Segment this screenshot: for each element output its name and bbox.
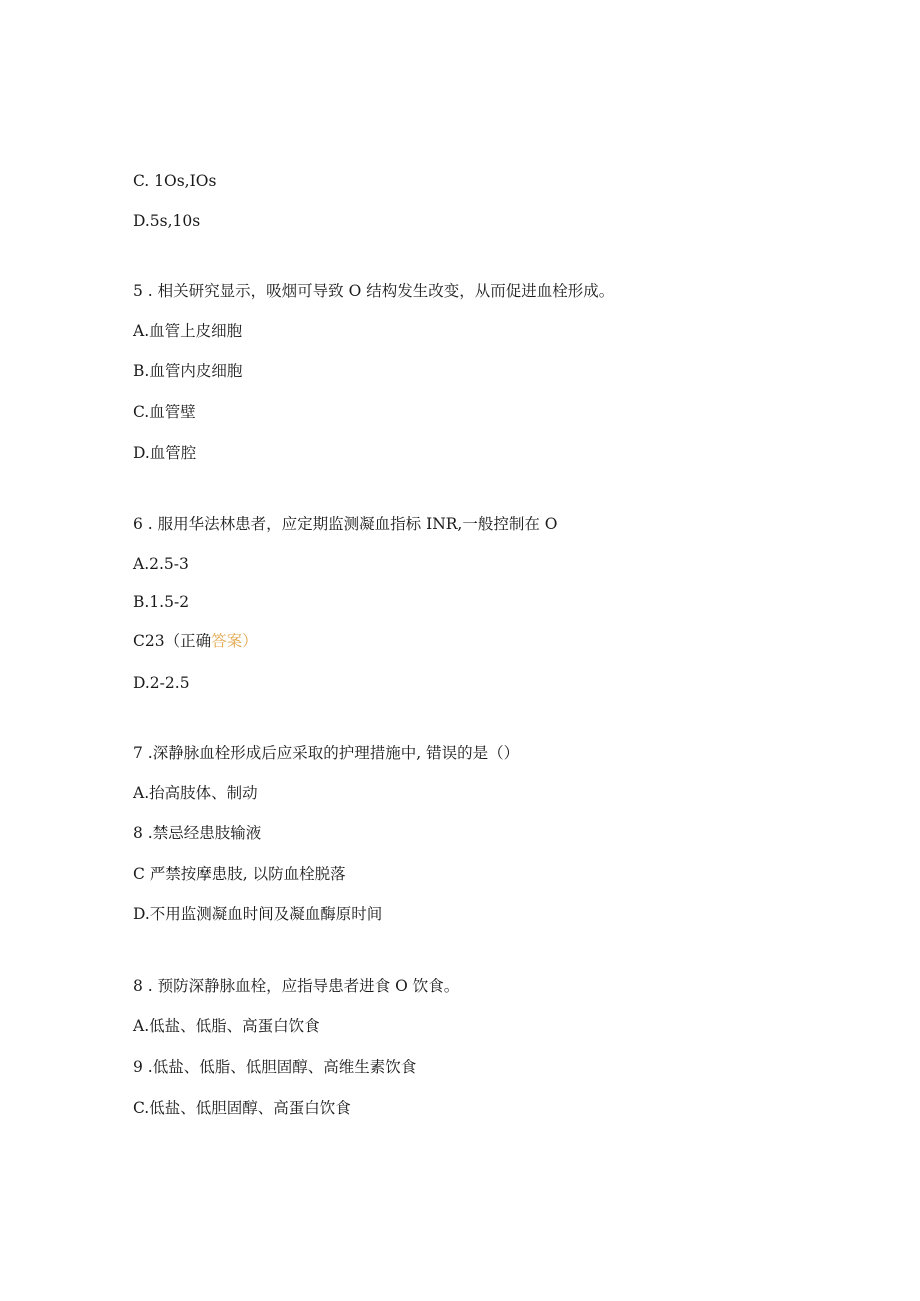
option-b-q6: B.1.5-2 [133,593,190,611]
option-a-q6: A.2.5-3 [133,555,189,573]
question-8: 8 . 预防深静脉血栓，应指导患者进食 O 饮食。 [133,977,460,995]
option-c-q5: C.血管壁 [133,403,196,421]
option-c-q7: C 严禁按摩患肢, 以防血栓脱落 [133,865,346,883]
option-c-q6-text: C23（正确 [133,632,212,650]
option-b-q8: 9 .低盐、低脂、低胆固醇、高维生素饮食 [133,1058,417,1076]
option-c-q6 [133,631,258,651]
option-d-q6: D.2-2.5 [133,674,190,692]
option-c-q8: C.低盐、低胆固醇、高蛋白饮食 [133,1099,351,1117]
answer-highlight: 答案） [211,632,258,650]
option-b-q5: B.血管内皮细胞 [133,362,243,380]
question-5: 5 . 相关研究显示，吸烟可导致 O 结构发生改变，从而促进血栓形成。 [133,282,615,300]
option-a-q8: A.低盐、低脂、高蛋白饮食 [133,1017,320,1035]
option-a-q7: A.抬高肢体、制动 [133,784,258,802]
option-d-q5: D.血管腔 [133,444,197,462]
option-b-q7: 8 .禁忌经患肢输液 [133,824,262,842]
question-7: 7 .深静脉血栓形成后应采取的护理措施中, 错误的是（） [133,744,520,762]
option-d-q7: D.不用监测凝血时间及凝血酶原时间 [133,905,383,923]
option-a-q5: A.血管上皮细胞 [133,322,243,340]
question-6: 6 . 服用华法林患者，应定期监测凝血指标 INR,一般控制在 O [133,515,558,533]
option-d-q4: D.5s,10s [133,212,201,230]
option-c-q4: C. 1Os,IOs [133,172,217,190]
